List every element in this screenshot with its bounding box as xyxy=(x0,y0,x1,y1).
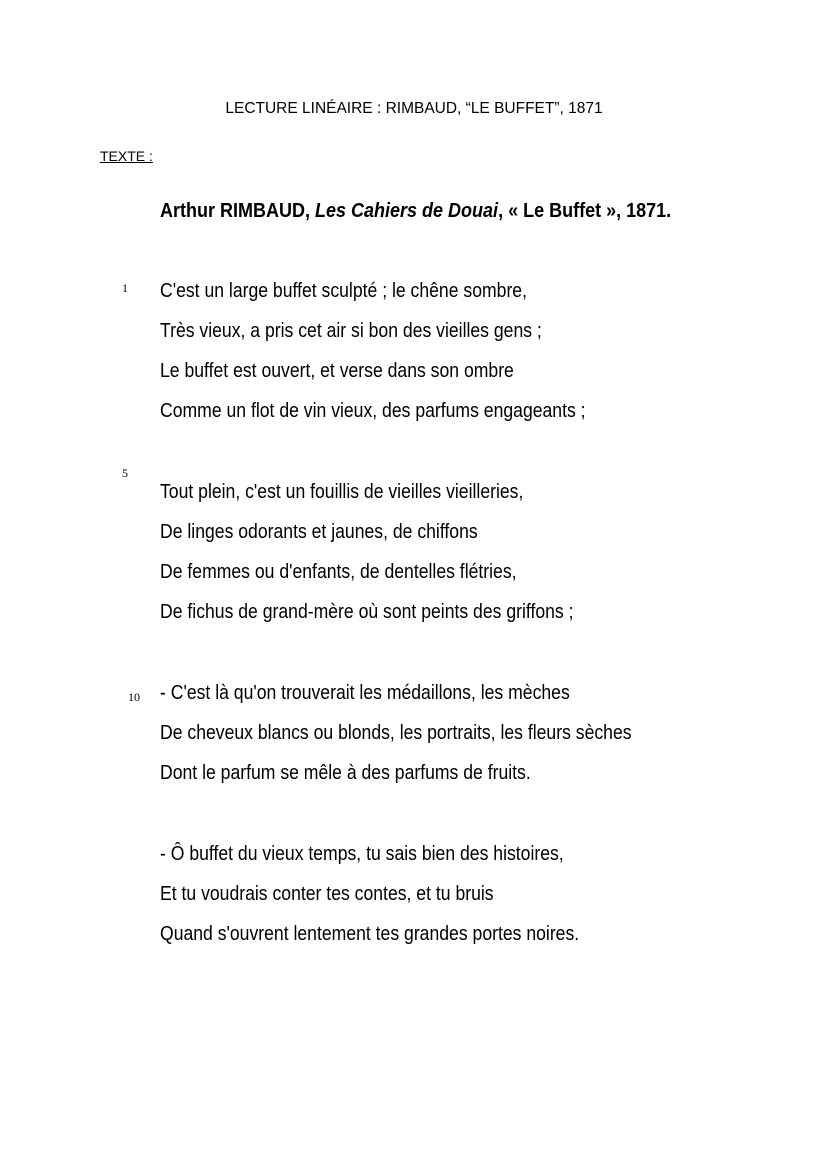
poem-title: Le Buffet xyxy=(523,200,602,222)
author-name: Arthur RIMBAUD xyxy=(160,200,305,222)
line-number: 5 xyxy=(122,466,128,480)
poem-line: De femmes ou d'enfants, de dentelles flétries, xyxy=(160,561,517,583)
poem-line: De linges odorants et jaunes, de chiffons xyxy=(160,521,478,543)
poem-line: Le buffet est ouvert, et verse dans son ombre xyxy=(160,360,514,382)
citation-year: », 1871. xyxy=(601,200,672,222)
poem-line: Et tu voudrais conter tes contes, et tu bruis xyxy=(160,883,494,905)
poem-line: Comme un flot de vin vieux, des parfums engageants ; xyxy=(160,400,586,422)
poem-line: Tout plein, c'est un fouillis de vieilles vieilleries, xyxy=(160,481,524,503)
document-title: LECTURE LINÉAIRE : RIMBAUD, “LE BUFFET”, 1871 xyxy=(225,100,603,117)
poem-line: Très vieux, a pris cet air si bon des vieilles gens ; xyxy=(160,320,542,342)
source-citation xyxy=(160,200,671,223)
poem-line: Quand s'ouvrent lentement tes grandes portes noires. xyxy=(160,923,580,945)
poem-line: - Ô buffet du vieux temps, tu sais bien des histoires, xyxy=(160,843,564,865)
citation-separator: , « xyxy=(498,200,524,222)
line-number: 1 xyxy=(122,281,128,295)
poem-line: De fichus de grand-mère où sont peints des griffons ; xyxy=(160,601,574,623)
poem-line: - C'est là qu'on trouverait les médaillons, les mèches xyxy=(160,682,570,704)
citation-separator: , xyxy=(304,200,315,222)
line-number: 10 xyxy=(128,690,140,704)
collection-title: Les Cahiers de Douai xyxy=(314,200,499,222)
poem-line: C'est un large buffet sculpté ; le chêne sombre, xyxy=(160,280,527,302)
poem-line: Dont le parfum se mêle à des parfums de fruits. xyxy=(160,762,531,784)
section-label: TEXTE : xyxy=(100,148,153,164)
poem-line: De cheveux blancs ou blonds, les portraits, les fleurs sèches xyxy=(160,722,632,744)
